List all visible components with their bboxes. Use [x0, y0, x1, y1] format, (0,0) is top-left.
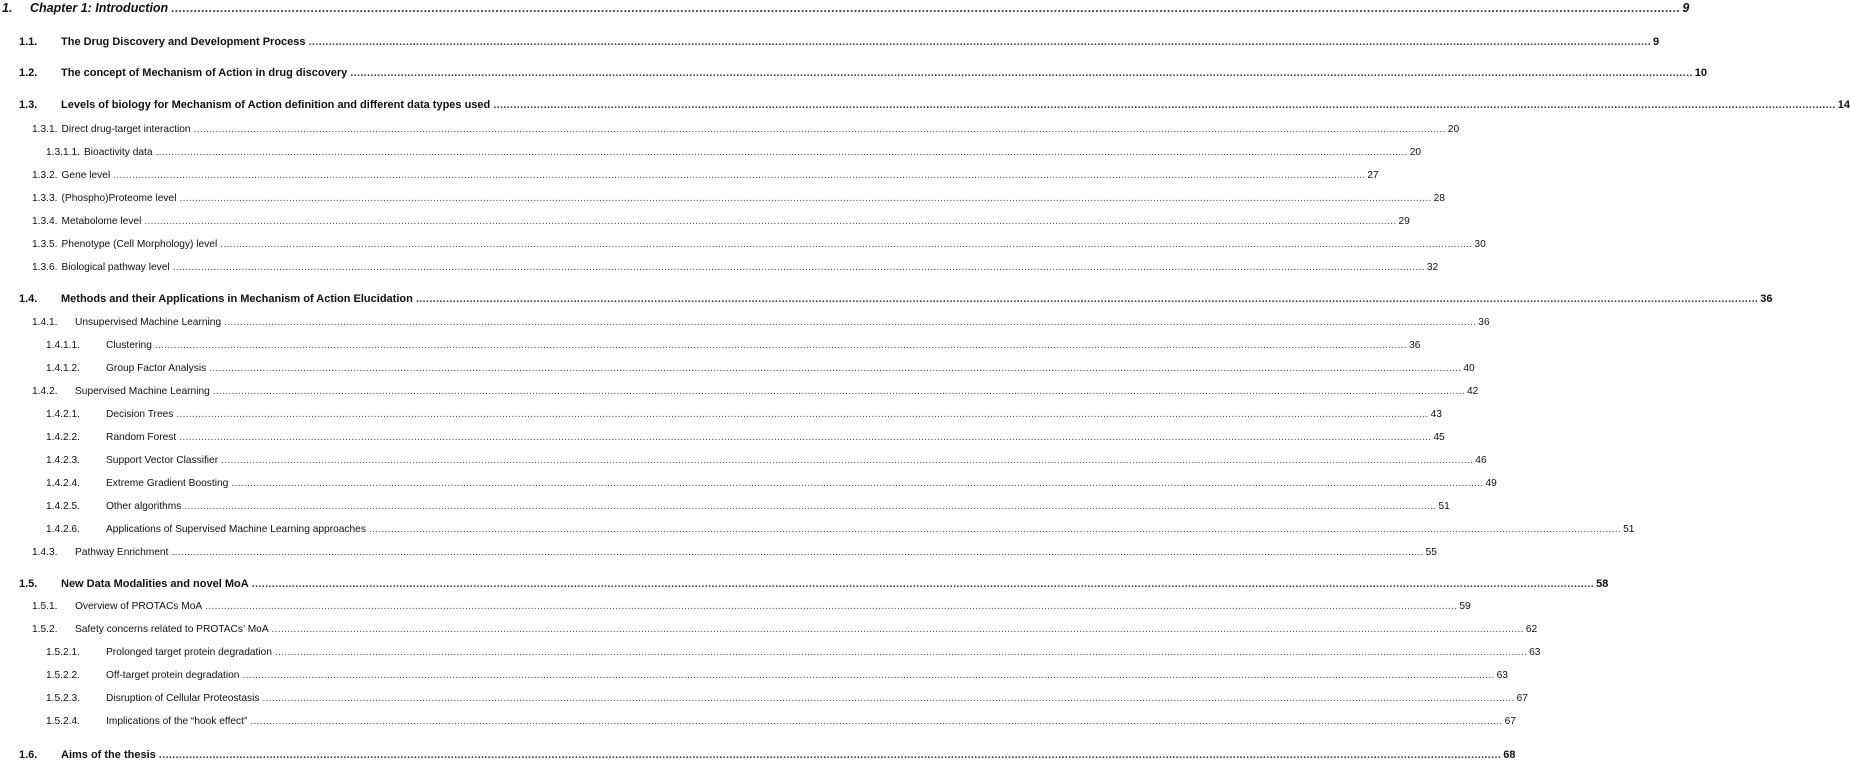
- toc-entry-title: Safety concerns related to PROTACs’ MoA: [75, 624, 269, 635]
- dot-leader: ................................................................................................................................................................................................................................................................................................................................................................................................................: [262, 693, 1515, 704]
- toc-entry-title: Chapter 1: Introduction: [30, 1, 169, 15]
- toc-entry[interactable]: [0, 716, 1516, 727]
- toc-entry-page-number: 45: [1433, 432, 1445, 443]
- toc-entry-title: Disruption of Cellular Proteostasis: [106, 693, 260, 704]
- toc-entry-number: 1.3.4.: [32, 216, 58, 227]
- toc-entry-number: 1.4.2.6.: [46, 524, 80, 535]
- toc-entry-page-number: 42: [1466, 386, 1479, 397]
- toc-entry[interactable]: [0, 293, 1773, 305]
- toc-entry-title: Decision Trees: [106, 409, 174, 420]
- toc-entry-page-number: 9: [1653, 36, 1660, 48]
- toc-entry-page-number: 36: [1478, 317, 1490, 328]
- toc-entry-title: Random Forest: [106, 432, 177, 443]
- toc-entry[interactable]: [0, 147, 1422, 158]
- toc-entry-title: (Phospho)Proteome level: [61, 193, 177, 204]
- toc-entry[interactable]: [0, 1, 1690, 15]
- toc-entry-number: 1.: [2, 1, 13, 15]
- toc-entry[interactable]: [0, 340, 1421, 351]
- toc-entry-page-number: 51: [1623, 524, 1635, 535]
- toc-entry-number: 1.4.1.2.: [46, 363, 80, 374]
- toc-entry-page-number: 67: [1516, 693, 1528, 704]
- dot-leader: ................................................................................................................................................................................................................................................................................................................................................................................................................: [220, 239, 1473, 250]
- toc-entry-title: Support Vector Classifier: [106, 455, 219, 466]
- toc-entry-number: 1.1.: [19, 36, 38, 48]
- toc-entry-page-number: 68: [1503, 749, 1516, 761]
- toc-entry[interactable]: [0, 578, 1609, 590]
- toc-entry-number: 1.5.2.4.: [46, 716, 80, 727]
- dot-leader: ................................................................................................................................................................................................................................................................................................................................................................................................................: [158, 749, 1502, 761]
- dot-leader: ................................................................................................................................................................................................................................................................................................................................................................................................................: [155, 147, 1408, 158]
- dot-leader: ................................................................................................................................................................................................................................................................................................................................................................................................................: [184, 501, 1437, 512]
- dot-leader: ................................................................................................................................................................................................................................................................................................................................................................................................................: [224, 317, 1477, 328]
- toc-entry[interactable]: [0, 36, 1660, 48]
- toc-entry-title: Clustering: [106, 340, 152, 351]
- toc-entry-number: 1.5.2.1.: [46, 647, 80, 658]
- toc-entry[interactable]: [0, 478, 1497, 489]
- toc-entry-number: 1.3.2.: [32, 170, 58, 181]
- toc-entry[interactable]: [0, 670, 1508, 681]
- toc-entry-page-number: 63: [1529, 647, 1541, 658]
- toc-entry-title: Phenotype (Cell Morphology) level: [61, 239, 218, 250]
- toc-entry-page-number: 36: [1409, 340, 1421, 351]
- toc-entry-number: 1.3.6.: [32, 262, 58, 273]
- toc-entry-title: Prolonged target protein degradation: [106, 647, 272, 658]
- dot-leader: ................................................................................................................................................................................................................................................................................................................................................................................................................: [205, 601, 1458, 612]
- toc-entry-number: 1.4.2.5.: [46, 501, 80, 512]
- toc-entry-number: 1.3.3.: [32, 193, 58, 204]
- dot-leader: ................................................................................................................................................................................................................................................................................................................................................................................................................: [144, 216, 1397, 227]
- toc-entry-number: 1.2.: [19, 67, 38, 79]
- toc-entry-title: Applications of Supervised Machine Learning approaches: [106, 524, 366, 535]
- dot-leader: ................................................................................................................................................................................................................................................................................................................................................................................................................: [250, 716, 1503, 727]
- toc-entry[interactable]: [0, 67, 1707, 79]
- toc-entry-page-number: 29: [1398, 216, 1410, 227]
- toc-entry-title: Other algorithms: [106, 501, 182, 512]
- dot-leader: ................................................................................................................................................................................................................................................................................................................................................................................................................: [179, 432, 1432, 443]
- toc-entry[interactable]: [0, 124, 1460, 135]
- toc-entry[interactable]: [0, 647, 1541, 658]
- toc-entry-title: Off-target protein degradation: [106, 670, 240, 681]
- dot-leader: ................................................................................................................................................................................................................................................................................................................................................................................................................: [231, 478, 1484, 489]
- toc-entry-number: 1.5.2.: [32, 624, 58, 635]
- toc-entry[interactable]: [0, 501, 1450, 512]
- dot-leader: ................................................................................................................................................................................................................................................................................................................................................................................................................: [221, 455, 1474, 466]
- toc-entry-page-number: 10: [1694, 67, 1707, 79]
- toc-entry-page-number: 9: [1682, 1, 1690, 15]
- toc-entry[interactable]: [0, 547, 1437, 558]
- dot-leader: ................................................................................................................................................................................................................................................................................................................................................................................................................: [209, 363, 1462, 374]
- toc-entry-number: 1.6.: [19, 749, 38, 761]
- toc-entry-title: The concept of Mechanism of Action in drug discovery: [61, 67, 348, 79]
- toc-entry-number: 1.3.1.1.: [46, 147, 80, 158]
- dot-leader: ................................................................................................................................................................................................................................................................................................................................................................................................................: [242, 670, 1495, 681]
- toc-entry-number: 1.4.3.: [32, 547, 58, 558]
- toc-entry-page-number: 59: [1459, 601, 1471, 612]
- toc-entry-page-number: 36: [1760, 293, 1773, 305]
- toc-entry-number: 1.5.1.: [32, 601, 58, 612]
- toc-entry-title: Methods and their Applications in Mechanism of Action Elucidation: [61, 293, 413, 305]
- toc-entry[interactable]: [0, 216, 1410, 227]
- toc-entry-title: Bioactivity data: [84, 147, 153, 158]
- dot-leader: ................................................................................................................................................................................................................................................................................................................................................................................................................: [171, 1, 1681, 15]
- dot-leader: ................................................................................................................................................................................................................................................................................................................................................................................................................: [274, 647, 1528, 658]
- toc-entry-page-number: 14: [1837, 99, 1850, 111]
- dot-leader: ................................................................................................................................................................................................................................................................................................................................................................................................................: [350, 67, 1693, 79]
- toc-entry-number: 1.5.2.2.: [46, 670, 80, 681]
- toc-entry-title: Biological pathway level: [61, 262, 170, 273]
- toc-entry[interactable]: [0, 432, 1445, 443]
- toc-entry[interactable]: [0, 409, 1442, 420]
- toc-entry-number: 1.4.2.2.: [46, 432, 80, 443]
- toc-entry-title: Metabolome level: [61, 216, 142, 227]
- dot-leader: ................................................................................................................................................................................................................................................................................................................................................................................................................: [493, 99, 1836, 111]
- toc-entry-number: 1.3.: [19, 99, 38, 111]
- toc-entry-page-number: 27: [1367, 170, 1379, 181]
- toc-entry[interactable]: [0, 693, 1528, 704]
- toc-entry-title: Gene level: [61, 170, 111, 181]
- toc-entry-page-number: 43: [1430, 409, 1442, 420]
- toc-entry-title: Direct drug-target interaction: [61, 124, 191, 135]
- toc-entry-title: Unsupervised Machine Learning: [75, 317, 222, 328]
- toc-entry-page-number: 51: [1438, 501, 1450, 512]
- dot-leader: ................................................................................................................................................................................................................................................................................................................................................................................................................: [193, 124, 1446, 135]
- toc-entry-page-number: 58: [1596, 578, 1609, 590]
- toc-entry-title: Pathway Enrichment: [75, 547, 169, 558]
- toc-entry-number: 1.3.5.: [32, 239, 58, 250]
- toc-entry[interactable]: [0, 386, 1479, 397]
- toc-entry-page-number: 62: [1525, 624, 1538, 635]
- toc-entry-title: Aims of the thesis: [61, 749, 156, 761]
- toc-entry[interactable]: [0, 455, 1487, 466]
- dot-leader: ................................................................................................................................................................................................................................................................................................................................................................................................................: [154, 340, 1408, 351]
- toc-entry[interactable]: [0, 601, 1471, 612]
- toc-entry-title: Overview of PROTACs MoA: [75, 601, 203, 612]
- toc-entry-number: 1.4.1.: [32, 317, 58, 328]
- toc-entry-page-number: 20: [1447, 124, 1460, 135]
- dot-leader: ................................................................................................................................................................................................................................................................................................................................................................................................................: [172, 262, 1425, 273]
- toc-entry[interactable]: [0, 624, 1538, 635]
- toc-entry[interactable]: [0, 193, 1445, 204]
- toc-entry-number: 1.4.1.1.: [46, 340, 80, 351]
- toc-entry-title: The Drug Discovery and Development Process: [61, 36, 306, 48]
- toc-entry-title: Supervised Machine Learning: [75, 386, 210, 397]
- dot-leader: ................................................................................................................................................................................................................................................................................................................................................................................................................: [171, 547, 1424, 558]
- toc-entry-page-number: 20: [1409, 147, 1422, 158]
- dot-leader: ................................................................................................................................................................................................................................................................................................................................................................................................................: [415, 293, 1759, 305]
- toc-entry[interactable]: [0, 170, 1379, 181]
- dot-leader: ................................................................................................................................................................................................................................................................................................................................................................................................................: [251, 578, 1595, 590]
- dot-leader: ................................................................................................................................................................................................................................................................................................................................................................................................................: [368, 524, 1622, 535]
- toc-entry[interactable]: [0, 262, 1439, 273]
- dot-leader: ................................................................................................................................................................................................................................................................................................................................................................................................................: [176, 409, 1429, 420]
- toc-entry-page-number: 63: [1496, 670, 1508, 681]
- toc-entry-number: 1.4.2.3.: [46, 455, 80, 466]
- toc-entry-number: 1.4.: [19, 293, 38, 305]
- toc-entry[interactable]: [0, 99, 1850, 111]
- toc-entry-page-number: 46: [1475, 455, 1487, 466]
- toc-entry-page-number: 30: [1474, 239, 1486, 250]
- dot-leader: ................................................................................................................................................................................................................................................................................................................................................................................................................: [308, 36, 1651, 48]
- toc-entry-page-number: 49: [1485, 478, 1497, 489]
- toc-entry-number: 1.3.1.: [32, 124, 58, 135]
- toc-entry-number: 1.5.2.3.: [46, 693, 80, 704]
- dot-leader: ................................................................................................................................................................................................................................................................................................................................................................................................................: [271, 624, 1524, 635]
- dot-leader: ................................................................................................................................................................................................................................................................................................................................................................................................................: [212, 386, 1465, 397]
- toc-entry[interactable]: [0, 239, 1486, 250]
- toc-entry[interactable]: [0, 363, 1475, 374]
- toc-entry-number: 1.4.2.1.: [46, 409, 80, 420]
- toc-entry[interactable]: [0, 317, 1490, 328]
- toc-entry-title: Extreme Gradient Boosting: [106, 478, 229, 489]
- dot-leader: ................................................................................................................................................................................................................................................................................................................................................................................................................: [113, 170, 1366, 181]
- toc-entry-title: New Data Modalities and novel MoA: [61, 578, 249, 590]
- toc-entry-page-number: 40: [1463, 363, 1475, 374]
- toc-entry-page-number: 55: [1425, 547, 1437, 558]
- toc-entry-number: 1.5.: [19, 578, 38, 590]
- toc-entry-number: 1.4.2.4.: [46, 478, 80, 489]
- toc-entry-page-number: 28: [1433, 193, 1445, 204]
- toc-entry-page-number: 67: [1504, 716, 1516, 727]
- toc-entry-title: Group Factor Analysis: [106, 363, 207, 374]
- toc-entry-title: Implications of the “hook effect”: [106, 716, 248, 727]
- toc-entry[interactable]: [0, 524, 1635, 535]
- toc-entry-page-number: 32: [1426, 262, 1439, 273]
- dot-leader: ................................................................................................................................................................................................................................................................................................................................................................................................................: [179, 193, 1432, 204]
- toc-entry-number: 1.4.2.: [32, 386, 58, 397]
- toc-entry-title: Levels of biology for Mechanism of Action definition and different data types used: [61, 99, 491, 111]
- toc-entry[interactable]: [0, 749, 1516, 761]
